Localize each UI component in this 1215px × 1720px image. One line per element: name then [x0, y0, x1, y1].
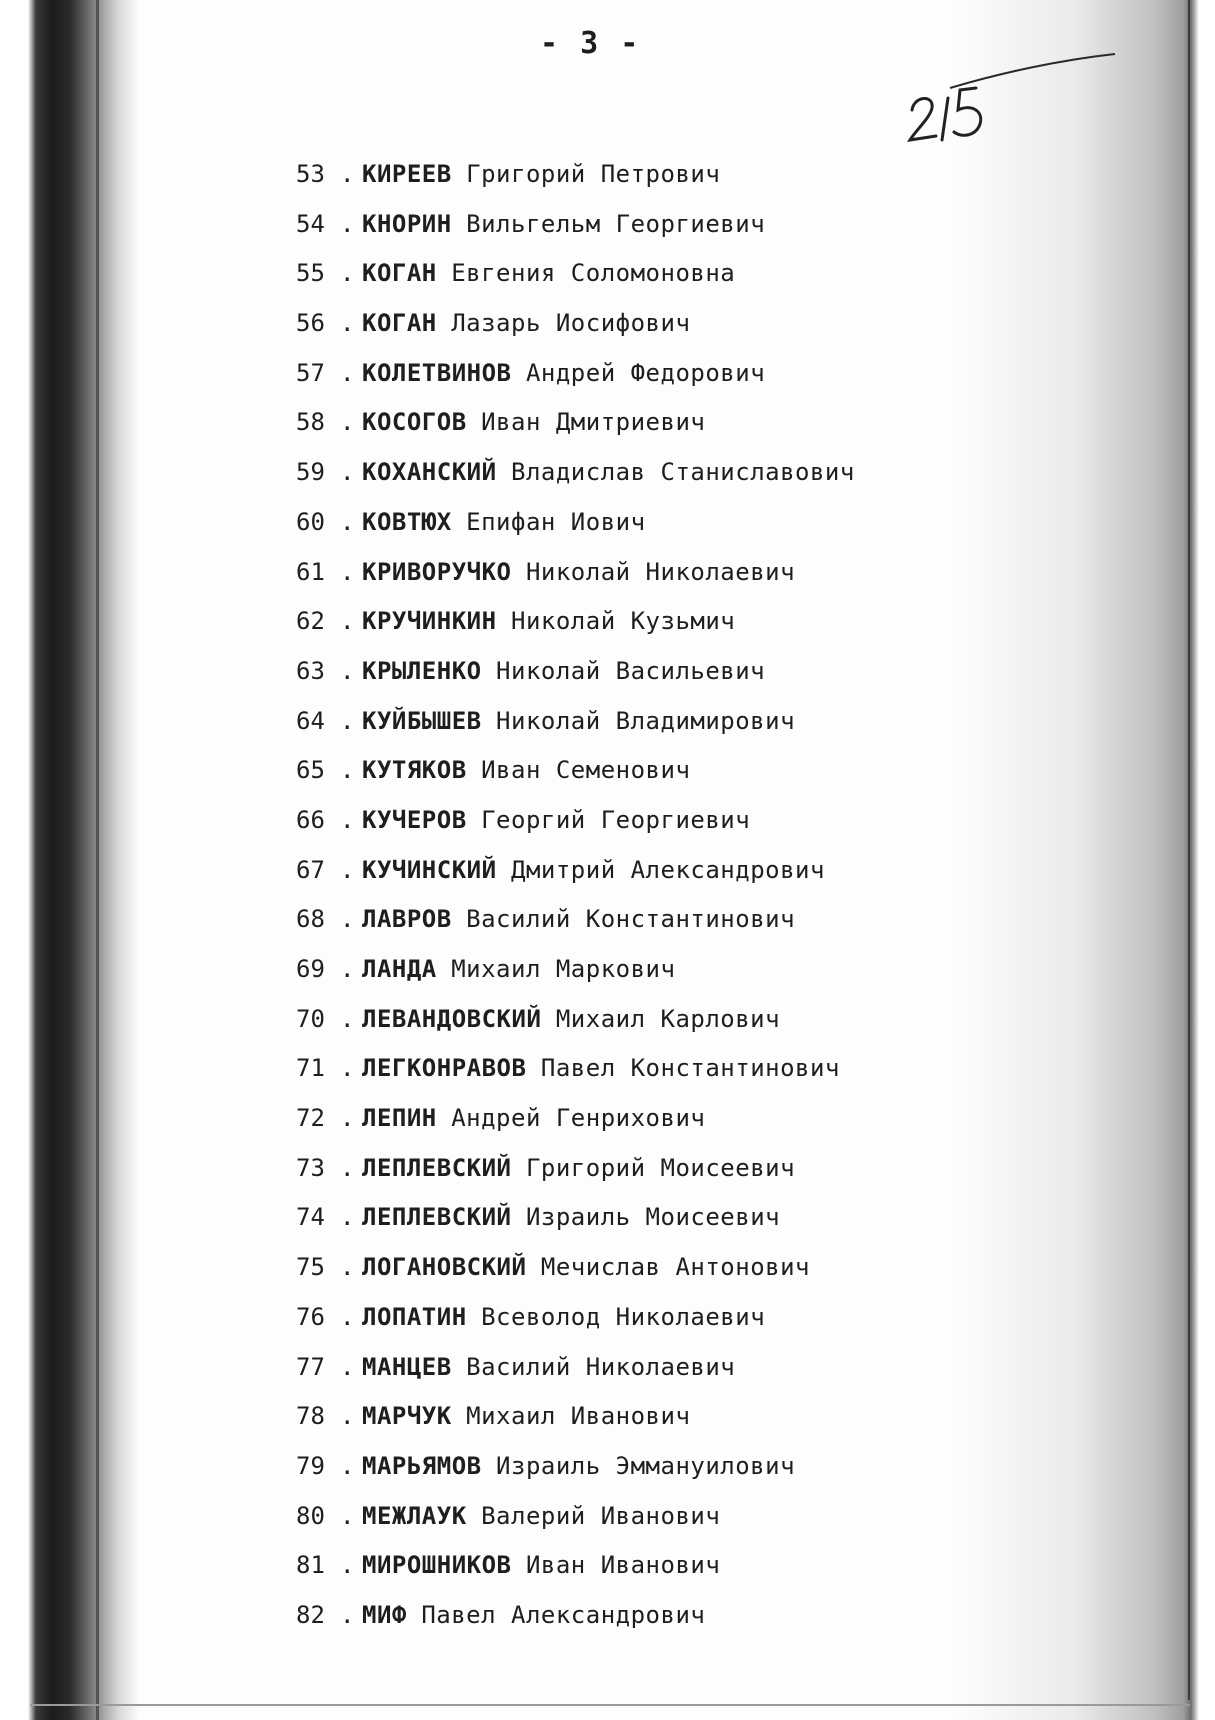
list-item: 63 . КРЫЛЕНКО Николай Васильевич [296, 653, 855, 703]
list-item: 79 . МАРЬЯМОВ Израиль Эммануилович [296, 1448, 855, 1498]
entry-given-name: Иван Семенович [481, 756, 691, 785]
entry-number: 68 [296, 905, 325, 934]
entry-given-name: Валерий Иванович [481, 1501, 721, 1530]
entry-number: 59 [296, 458, 325, 487]
entry-given-name: Лазарь Иосифович [451, 309, 691, 338]
entry-number: 56 [296, 309, 325, 338]
entry-surname: ЛЕГКОНРАВОВ [362, 1054, 527, 1083]
list-item: 53 . КИРЕЕВ Григорий Петрович [296, 156, 855, 206]
entry-given-name: Николай Владимирович [496, 706, 796, 735]
entry-surname: ЛЕПИН [362, 1104, 437, 1133]
list-item: 71 . ЛЕГКОНРАВОВ Павел Константинович [296, 1050, 855, 1100]
entry-surname: КОЛЕТВИНОВ [362, 358, 512, 387]
list-item: 80 . МЕЖЛАУК Валерий Иванович [296, 1498, 855, 1548]
entry-given-name: Николай Васильевич [496, 656, 766, 685]
list-item: 55 . КОГАН Евгения Соломоновна [296, 255, 855, 305]
entry-number: 58 [296, 408, 325, 437]
entry-given-name: Иван Иванович [525, 1551, 721, 1580]
entry-surname: МИФ [362, 1600, 407, 1629]
entry-number: 77 [296, 1352, 325, 1381]
entry-given-name: Дмитрий Александрович [511, 855, 825, 884]
list-item: 68 . ЛАВРОВ Василий Константинович [296, 901, 855, 951]
entry-number: 73 [296, 1153, 325, 1182]
list-item: 81 . МИРОШНИКОВ Иван Иванович [296, 1547, 855, 1597]
entry-surname: МИРОШНИКОВ [362, 1551, 512, 1580]
binding-edge [96, 0, 99, 1720]
list-item: 65 . КУТЯКОВ Иван Семенович [296, 752, 855, 802]
entry-surname: КОГАН [362, 309, 437, 338]
handwritten-215-mark [890, 48, 1130, 148]
list-item: 64 . КУЙБЫШЕВ Николай Владимирович [296, 703, 855, 753]
entry-surname: КУЧЕРОВ [362, 805, 467, 834]
entry-number: 61 [296, 557, 325, 586]
entry-surname: МЕЖЛАУК [362, 1501, 467, 1530]
entry-surname: КРУЧИНКИН [362, 607, 497, 636]
entry-given-name: Евгения Соломоновна [451, 259, 736, 288]
entry-surname: КОСОГОВ [362, 408, 467, 437]
handwritten-archive-number [890, 48, 1130, 148]
entry-surname: МАРЬЯМОВ [362, 1451, 482, 1480]
right-edge-line [1188, 0, 1190, 1700]
entry-number: 74 [296, 1203, 325, 1232]
entry-number: 53 [296, 160, 325, 188]
bottom-edge-line [30, 1704, 1190, 1706]
entry-number: 82 [296, 1600, 325, 1629]
entry-given-name: Израиль Эммануилович [496, 1451, 796, 1480]
entry-number: 65 [296, 756, 325, 785]
entry-number: 60 [296, 507, 325, 536]
page-number: - 3 - [540, 26, 641, 61]
list-item: 59 . КОХАНСКИЙ Владислав Станиславович [296, 454, 855, 504]
entry-surname: ЛОПАТИН [362, 1302, 467, 1331]
entry-given-name: Израиль Моисеевич [525, 1203, 781, 1232]
entry-number: 70 [296, 1004, 325, 1033]
list-item: 66 . КУЧЕРОВ Георгий Георгиевич [296, 802, 855, 852]
entry-surname: КРИВОРУЧКО [362, 557, 512, 586]
entry-surname: ЛАВРОВ [362, 905, 452, 934]
binding-shadow [0, 0, 140, 1720]
entry-surname: ЛЕПЛЕВСКИЙ [362, 1203, 512, 1232]
entry-number: 75 [296, 1253, 325, 1282]
entry-surname: КОХАНСКИЙ [362, 458, 497, 487]
entry-given-name: Михаил Маркович [451, 955, 676, 983]
entry-given-name: Иван Дмитриевич [481, 408, 706, 437]
list-item: 82 . МИФ Павел Александрович [296, 1597, 855, 1647]
entry-surname: МАНЦЕВ [362, 1352, 452, 1381]
entry-number: 71 [296, 1054, 325, 1083]
entry-number: 64 [296, 706, 325, 735]
list-item: 67 . КУЧИНСКИЙ Дмитрий Александрович [296, 852, 855, 902]
list-item: 58 . КОСОГОВ Иван Дмитриевич [296, 404, 855, 454]
entry-surname: КНОРИН [362, 209, 452, 238]
entry-given-name: Епифан Иович [466, 507, 646, 536]
entry-number: 67 [296, 855, 325, 884]
entry-given-name: Владислав Станиславович [511, 458, 855, 487]
list-item: 69 . ЛАНДА Михаил Маркович [296, 951, 855, 1001]
entry-given-name: Павел Константинович [540, 1054, 840, 1083]
entry-number: 66 [296, 805, 325, 834]
list-item: 75 . ЛОГАНОВСКИЙ Мечислав Антонович [296, 1249, 855, 1299]
name-list [296, 156, 855, 1647]
entry-given-name: Василий Николаевич [466, 1352, 736, 1381]
entry-given-name: Николай Николаевич [525, 557, 796, 586]
right-edge-shadow [955, 0, 1215, 1720]
entry-given-name: Андрей Генрихович [451, 1104, 706, 1133]
entry-surname: КИРЕЕВ [362, 160, 452, 188]
list-item: 70 . ЛЕВАНДОВСКИЙ Михаил Карлович [296, 1001, 855, 1051]
entry-given-name: Михаил Карлович [555, 1004, 781, 1033]
entry-surname: ЛОГАНОВСКИЙ [362, 1253, 527, 1282]
entry-surname: ЛЕПЛЕВСКИЙ [362, 1153, 512, 1182]
list-item: 73 . ЛЕПЛЕВСКИЙ Григорий Моисеевич [296, 1150, 855, 1200]
entry-number: 81 [296, 1551, 325, 1580]
list-item: 54 . КНОРИН Вильгельм Георгиевич [296, 206, 855, 256]
entry-given-name: Николай Кузьмич [511, 607, 736, 636]
entry-given-name: Григорий Петрович [466, 160, 721, 188]
entry-surname: МАРЧУК [362, 1402, 452, 1431]
entry-number: 72 [296, 1104, 325, 1133]
list-item: 72 . ЛЕПИН Андрей Генрихович [296, 1100, 855, 1150]
entry-given-name: Павел Александрович [421, 1600, 706, 1629]
list-item: 76 . ЛОПАТИН Всеволод Николаевич [296, 1299, 855, 1349]
list-item: 74 . ЛЕПЛЕВСКИЙ Израиль Моисеевич [296, 1199, 855, 1249]
entry-surname: КРЫЛЕНКО [362, 656, 482, 685]
entry-number: 79 [296, 1451, 325, 1480]
entry-number: 57 [296, 358, 325, 387]
entry-number: 62 [296, 607, 325, 636]
entry-number: 54 [296, 209, 325, 238]
list-item: 62 . КРУЧИНКИН Николай Кузьмич [296, 603, 855, 653]
list-item: 60 . КОВТЮХ Епифан Иович [296, 504, 855, 554]
entry-surname: ЛЕВАНДОВСКИЙ [362, 1004, 542, 1033]
entry-surname: КОГАН [362, 259, 437, 288]
entry-surname: ЛАНДА [362, 955, 437, 983]
entry-surname: КУЧИНСКИЙ [362, 855, 497, 884]
list-item: 61 . КРИВОРУЧКО Николай Николаевич [296, 554, 855, 604]
entry-given-name: Вильгельм Георгиевич [466, 209, 766, 238]
entry-number: 63 [296, 656, 325, 685]
entry-given-name: Михаил Иванович [466, 1402, 691, 1431]
list-item: 77 . МАНЦЕВ Василий Николаевич [296, 1349, 855, 1399]
entry-number: 76 [296, 1302, 325, 1331]
entry-given-name: Григорий Моисеевич [525, 1153, 796, 1182]
entry-given-name: Мечислав Антонович [540, 1253, 810, 1282]
entry-number: 80 [296, 1501, 325, 1530]
list-item: 78 . МАРЧУК Михаил Иванович [296, 1398, 855, 1448]
entry-number: 69 [296, 955, 325, 983]
entry-given-name: Георгий Георгиевич [481, 805, 751, 834]
list-item: 57 . КОЛЕТВИНОВ Андрей Федорович [296, 355, 855, 405]
entry-number: 55 [296, 259, 325, 288]
list-item: 56 . КОГАН Лазарь Иосифович [296, 305, 855, 355]
entry-surname: КОВТЮХ [362, 507, 452, 536]
entry-given-name: Андрей Федорович [525, 358, 766, 387]
entry-number: 78 [296, 1402, 325, 1431]
entry-given-name: Всеволод Николаевич [481, 1302, 766, 1331]
entry-given-name: Василий Константинович [466, 905, 796, 934]
entry-surname: КУТЯКОВ [362, 756, 467, 785]
entry-surname: КУЙБЫШЕВ [362, 706, 482, 735]
